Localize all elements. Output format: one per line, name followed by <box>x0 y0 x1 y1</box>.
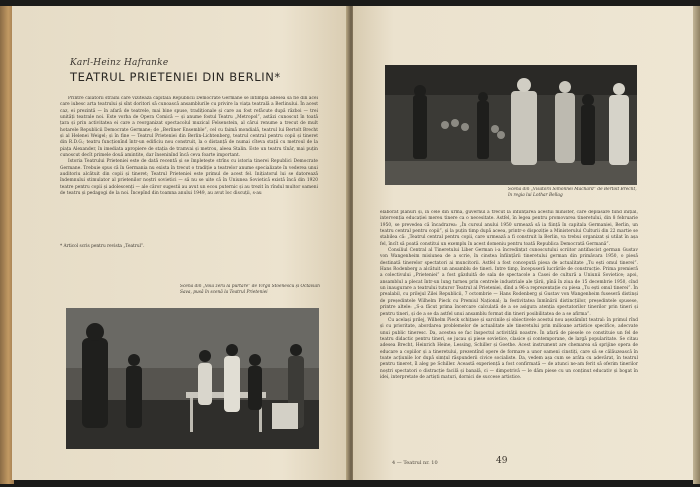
right-body-text <box>380 210 638 454</box>
article-author: Karl-Heinz Hafranke <box>70 58 169 68</box>
footer-issue-label: 4 — Teatrul nr. 10 <box>392 460 438 466</box>
right-photo-caption: Scenă din „Visătorii Simonnei Machard” de Bertolt Brecht, în regia lui Lothar Bellag <box>508 187 637 198</box>
article-title: TEATRUL PRIETENIEI DIN BERLIN* <box>70 70 281 84</box>
stage-scene-illustration <box>66 308 319 449</box>
right-stage-photo <box>385 65 637 185</box>
brecht-scene-illustration <box>385 65 637 185</box>
left-photo-caption: Scenă din „Voia zeru la purtare” de Virgil Stoenescu și Octavian Sava, pusă în scenă la Teatrul Prieteniei <box>180 284 320 295</box>
article-footnote: * Articol scris pentru revista „Teatrul”. <box>60 244 145 249</box>
page-number: 49 <box>496 456 508 466</box>
right-book-edge <box>693 6 700 484</box>
left-paragraph-2: Istoria Teatrului Prieteniei este de dată recentă și se împletește strîns cu istoria tinerei Republici Democrate Germane. Trebuie spus că în Germania nu exista în trecut o tradiție a teatrelor anume specializate în vederea unui auditoriu alcătuit din copii și tineret; Teatrul Prieteniei este primul de acest fel. Inițiatorul lui se datorează îndemnului stimulator al prietenilor noștri sovietici — să nu se uite că în Uniunea Sovietică există încă din 1920 teatre pentru copii și adolescenți — ale căror sugestii au avut un ecou puternic și au trezit în rîndul multor oameni de teatru și pedagogi de la noi. Începînd din toamna anului 1949, au avut loc discuții, s-au <box>60 159 318 197</box>
left-stage-photo <box>66 308 319 449</box>
left-body-text <box>60 96 318 242</box>
right-paragraph-3: Cu același prilej, Wilhelm Pieck schițase și sarcinile și obiectivele acestui nou așezămînt teatral: în primul rînd și cu prioritate, abordarea problemelor de actualitate ale tineretului prin milioane artistice specifice, adecvate unui public tineresc. Da, acestea se fac înspectul activității noastre. În afară de piesele ce constituie un fel de teatru didactic pentru tineri, se jucau și piese sovietice, clasice și contemporane, de largă popularitate. Se citau adesea Brecht, Heinrich Heine, Lessing, Schiller și Goethe. Acest instrument are chemarea să sprijine opera de educare a copiilor și a tineretului, prezentînd opere de formare a unor oameni cinstiți, care să se călăuzească în toate acțiunile lor după simțul răspunderii civice socialiste. Da, vedem așa cum se arăta cu adevărat, în teatrul pentru tineret, îl aleg pe Schiller. Această experiență a fost confirmată — de atunci ne-am ferit să oferim tinerilor noștri spectatori o distracție facilă și banală, ci — dimpotrivă — le dăm piese cu un conținut educativ și bogat în idei, interpretate de artiști maturi, dornici de succese artistice. <box>380 317 638 380</box>
right-paragraph-1: elaborat planuri și, în cele din urmă, guvernul a trecut la înființarea acestui minister, care deplasare fiind inițial, intervenția educației mereu tinere ca o necesitate. Astfel, în legea pentru promovarea tineretului, din 8 februarie 1950, se prevedea că încadrarea: „În cursul anului 1950 urmează să ia ființă în capitala Germaniei, Berlin, un teatru central pentru copii”, și la puțin timp după aceea, printr-o dispoziție a Ministerului Culturii din 22 martie se stabilea că: „Teatrul central pentru copii, care urmează a fi construit la Berlin, va trebui organizat și utilat în așa fel, încît să poată constitui un exemplu în acest domeniu pentru toată Republica Democrată Germană”. <box>380 210 638 247</box>
left-paragraph-1: Printre călătorii străini care vizitează capitala Republicii Democrate Germane se întîmplă adesea să fie din acei care iubesc arta teatrului și sînt doritori să cunoască ansamblurile cu privire la viața teatrală a Berlinului. În acest caz, ei prezintă — în afară de teatrele, mai bine spuse, tradiționale și care au fost refăcute după război — trei unități teatrale noi. Este vorba de Opera Comică — și anume fostul Teatru „Metropol”, astăzi cunoscut în toată țara și prin activitatea ei care a reorganizat spectacolul muzical Felsenstein, al cărui renume a trecut de mult hotarele Republicii Democrate Germane; de „Berliner Ensemble”, cel cu faimă mondială, teatrul lui Bertolt Brecht și al Helenei Weigel; și în fine — Teatrul Prieteniei din Berlin-Lichtenberg, teatrul central pentru copii și tineret din R.D.G.; teatru funcționînd într-un edificiu nou construit, la o distanță de numai cîteva stații cu metroul de la piața Alexander, în imediata apropiere de stația de tramvai și metrou, aleea Stalin. Este un teatru tînăr, mai puțin cunoscut decît primele două amintite, dar înseninînd încă ceva foarte important. <box>60 96 318 159</box>
right-paragraph-2: Consiliul Central al Tineretului Liber German i-a încredințat cunoscutului scriitor antifascist german Gustav von Wangenheim misiunea de a scrie, în cinstea înființării tineretului german din primăvara 1950, o piesă destinată tinerelor spectatori ai muncitorii. Astfel a fost concepută piesa de actualitate „Tu ești omul tinerei”. Hans Rodenberg a alcătuit un ansamblu de tineri. Intre timp, începuseră lucrările de construcție. Prima premieră a colectivului „Prieteniei” a fost găzduită de sala de spectacole a Casei de cultură a Uniunii Sovietice; apoi, ansamblul a plecat într-un lung turneu prin centrele industriale ale țării, pînă în ziua de 15 decembrie 1950, cînd un inaugurare a teatrului tuturor Teatrul al Prieteniei, dînd a 96-a reprezentație cu piesa „Tu ești omul tinerei”. În prealabil, cu prilejul Zilei Republicii, 7 octombrie — Hans Rodenberg și Gustav von Wangenheim fuseseră distinși de președintele Wilhelm Pieck cu Premiul Național; la festivitatea înmînării distincțiilor, președintele spusese, printre altele: „S-a făcut prima încercare calculată de a se asigura atenția spectatorilor tinerilor prin tineri și pentru tineri, și de a se da astfel unui ansamblu format din tineri posibilitatea de a se afirma”. <box>380 248 638 317</box>
